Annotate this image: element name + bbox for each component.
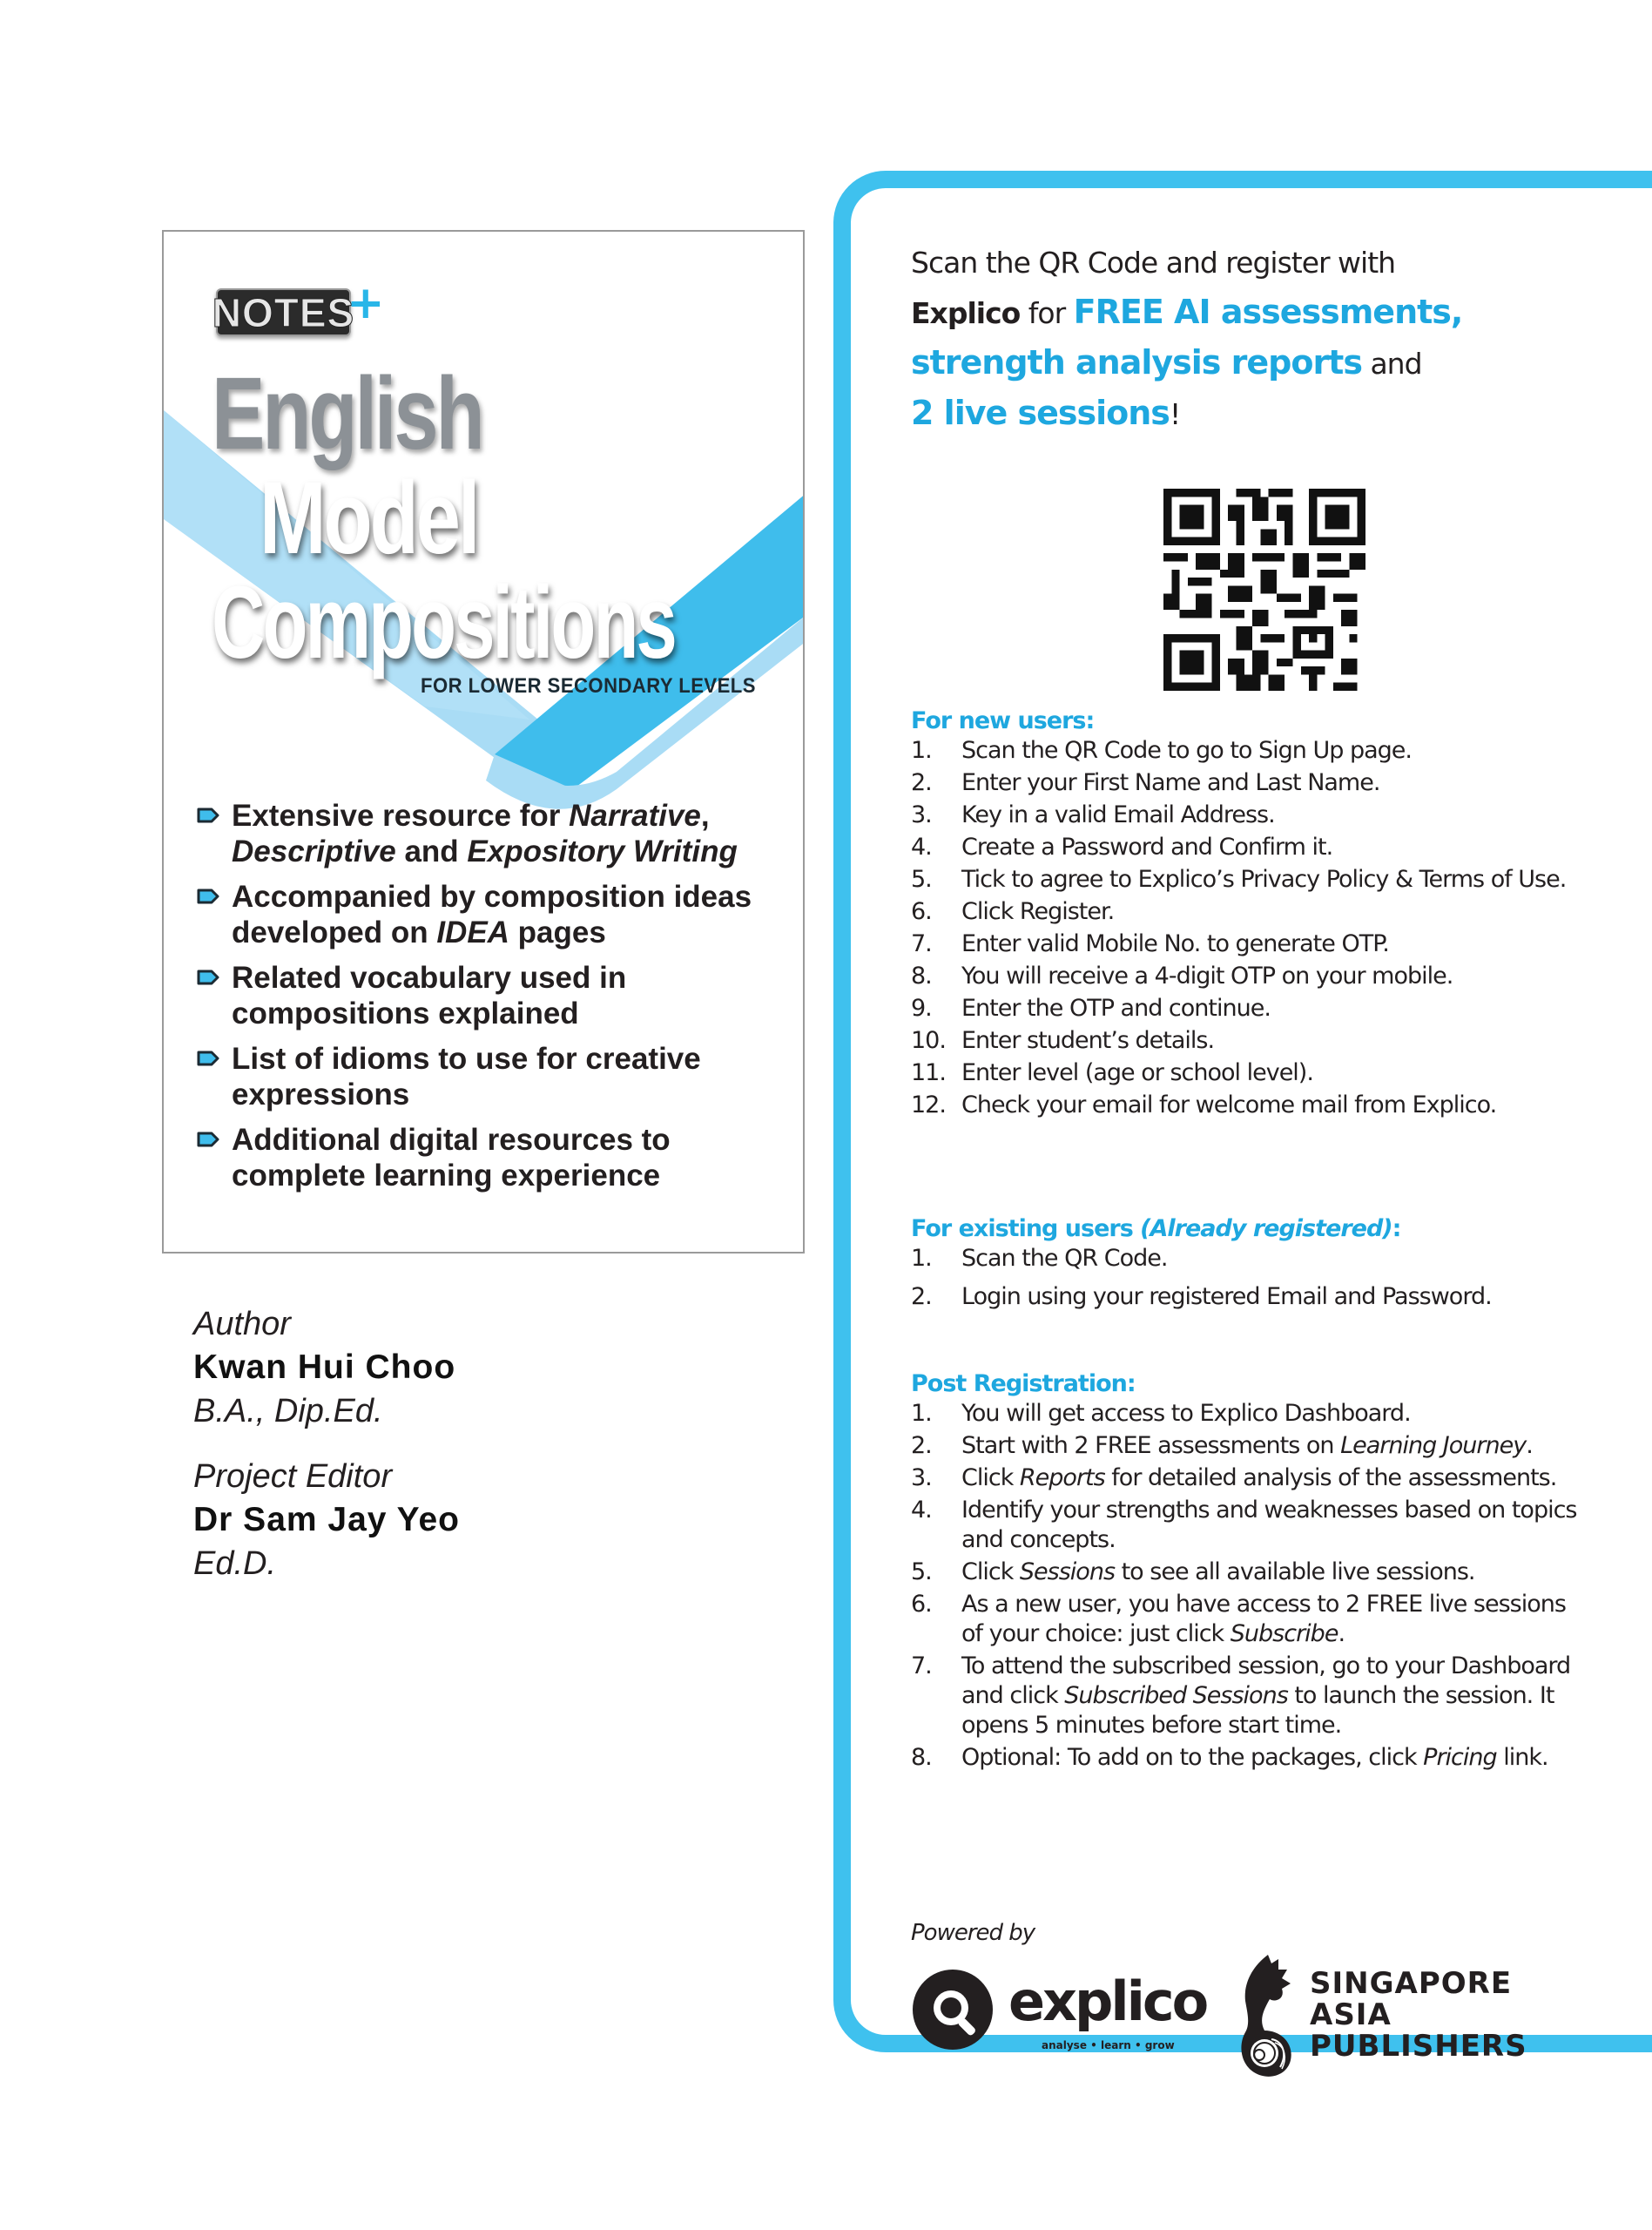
highlight-live-sessions: 2 live sessions	[911, 394, 1170, 432]
feature-text: Accompanied by composition ideas developed on IDEA pages	[232, 880, 752, 949]
step-text: Identify your strengths and weaknesses based on topics and concepts.	[961, 1497, 1577, 1553]
step-text: Enter the OTP and continue.	[961, 995, 1271, 1022]
feature-item	[197, 798, 798, 869]
step-number: 8.	[911, 963, 932, 990]
section-post-registration	[911, 1370, 1590, 1775]
feature-text: List of idioms to use for creative expressions	[232, 1042, 701, 1112]
step-text: Check your email for welcome mail from Explico.	[961, 1091, 1497, 1118]
step-item	[911, 1652, 1590, 1740]
feature-text: Additional digital resources to complete learning experience	[232, 1123, 671, 1193]
heading-text: For existing users	[911, 1215, 1141, 1242]
step-text: To attend the subscribed session, go to your Dashboard and click Subscribed Sessions to launch the session. It opens 5 minutes before start time.	[961, 1652, 1571, 1739]
step-text: Enter your First Name and Last Name.	[961, 769, 1380, 796]
step-item	[911, 1463, 1590, 1493]
step-number: 9.	[911, 995, 932, 1022]
intro-end: !	[1169, 397, 1181, 431]
step-number: 4.	[911, 834, 932, 861]
highlight-reports: strength analysis reports	[911, 343, 1362, 382]
arrow-bullet-icon	[197, 1132, 219, 1147]
explico-logo	[911, 1968, 1207, 2064]
step-item	[911, 1282, 1590, 1312]
heading-italic: (Already registered)	[1140, 1215, 1392, 1242]
section-new-users	[911, 707, 1590, 1123]
powered-by-label: Powered by	[911, 1920, 1035, 1946]
author-name: Kwan Hui Choo	[193, 1348, 456, 1386]
step-text: Optional: To add on to the packages, click Pricing link.	[961, 1744, 1548, 1771]
arrow-bullet-icon	[197, 1051, 219, 1066]
step-number: 2.	[911, 1432, 932, 1459]
step-number: 2.	[911, 769, 932, 796]
step-number: 6.	[911, 1591, 932, 1618]
step-text: Scan the QR Code to go to Sign Up page.	[961, 737, 1413, 764]
step-item	[911, 768, 1590, 798]
step-number: 1.	[911, 1400, 932, 1427]
feature-item	[197, 1041, 798, 1112]
intro-and: and	[1361, 347, 1422, 381]
step-text: Create a Password and Confirm it.	[961, 834, 1333, 861]
feature-list	[197, 798, 798, 1203]
step-item	[911, 1091, 1590, 1120]
step-text: Start with 2 FREE assessments on Learning Journey.	[961, 1432, 1533, 1459]
feature-item	[197, 960, 798, 1031]
title-english: English	[212, 356, 482, 471]
step-item	[911, 1431, 1590, 1461]
credits	[193, 1302, 460, 1585]
existing-users-heading	[911, 1215, 1590, 1242]
step-item	[911, 1026, 1590, 1056]
step-item	[911, 1743, 1590, 1773]
step-number: 8.	[911, 1744, 932, 1771]
explico-wordmark: explico	[1008, 1970, 1207, 2033]
intro-text	[911, 239, 1590, 439]
step-text: You will receive a 4-digit OTP on your mobile.	[961, 963, 1453, 990]
step-text: Click Sessions to see all available live sessions.	[961, 1558, 1475, 1585]
sap-wordmark	[1310, 1968, 1527, 2062]
new-users-heading: For new users:	[911, 707, 1095, 734]
step-text: You will get access to Explico Dashboard.	[961, 1400, 1411, 1427]
step-item	[911, 1244, 1590, 1274]
step-item	[911, 1590, 1590, 1649]
new-users-steps	[911, 736, 1590, 1120]
step-number: 3.	[911, 801, 932, 828]
sap-line-3: PUBLISHERS	[1310, 2029, 1527, 2064]
step-number: 10.	[911, 1027, 946, 1054]
step-text: Enter valid Mobile No. to generate OTP.	[961, 930, 1389, 957]
step-number: 7.	[911, 930, 932, 957]
feature-item	[197, 1122, 798, 1193]
feature-item	[197, 879, 798, 950]
step-number: 1.	[911, 1245, 932, 1272]
highlight-free-ai: FREE AI assessments,	[1073, 293, 1463, 331]
author-role: Author	[193, 1306, 291, 1342]
editor-qualification: Ed.D.	[193, 1545, 277, 1582]
arrow-bullet-icon	[197, 889, 219, 904]
step-text: Tick to agree to Explico’s Privacy Policy & Terms of Use.	[961, 866, 1567, 893]
section-existing-users	[911, 1215, 1590, 1321]
step-text: Enter level (age or school level).	[961, 1059, 1313, 1086]
arrow-bullet-icon	[197, 970, 219, 985]
step-number: 12.	[911, 1091, 946, 1118]
step-item	[911, 833, 1590, 862]
step-item	[911, 736, 1590, 766]
sap-line-2: ASIA	[1310, 1997, 1392, 2032]
qr-code-icon[interactable]	[1163, 489, 1365, 691]
step-number: 11.	[911, 1059, 946, 1086]
notes-series-badge: NOTES	[212, 289, 355, 335]
heading-end: :	[1392, 1215, 1401, 1242]
step-item	[911, 801, 1590, 830]
step-item	[911, 1496, 1590, 1555]
step-item	[911, 897, 1590, 927]
step-text: Key in a valid Email Address.	[961, 801, 1275, 828]
step-item	[911, 929, 1590, 959]
intro-line: Scan the QR Code and register with	[911, 246, 1396, 280]
step-number: 3.	[911, 1464, 932, 1491]
explico-magnifier-icon	[911, 1968, 995, 2051]
plus-icon: +	[347, 277, 385, 329]
editor-role: Project Editor	[193, 1458, 393, 1495]
author-qualification: B.A., Dip.Ed.	[193, 1393, 383, 1429]
step-number: 7.	[911, 1652, 932, 1679]
feature-text: Extensive resource for Narrative, Descriptive and Expository Writing	[232, 799, 738, 868]
step-number: 5.	[911, 866, 932, 893]
step-number: 2.	[911, 1283, 932, 1310]
step-text: As a new user, you have access to 2 FREE live sessions of your choice: just click Subscribe.	[961, 1591, 1566, 1647]
explico-tagline: analyse • learn • grow	[1042, 2039, 1175, 2051]
step-number: 5.	[911, 1558, 932, 1585]
step-number: 1.	[911, 737, 932, 764]
explico-brand: Explico	[911, 296, 1021, 330]
cover-subtitle: FOR LOWER SECONDARY LEVELS	[421, 674, 756, 698]
seahorse-icon	[1233, 1950, 1303, 2081]
post-registration-steps	[911, 1399, 1590, 1773]
step-item	[911, 1558, 1590, 1587]
step-text: Click Register.	[961, 898, 1115, 925]
singapore-asia-publishers-logo	[1233, 1950, 1581, 2081]
step-text: Scan the QR Code.	[961, 1245, 1168, 1272]
step-text: Enter student’s details.	[961, 1027, 1215, 1054]
editor-name: Dr Sam Jay Yeo	[193, 1501, 460, 1538]
step-item	[911, 1399, 1590, 1429]
title-compositions: Compositions	[212, 565, 675, 680]
step-number: 4.	[911, 1497, 932, 1524]
registration-panel	[833, 171, 1652, 2064]
step-item	[911, 1058, 1590, 1088]
intro-for: for	[1020, 296, 1074, 330]
sap-line-1: SINGAPORE	[1310, 1966, 1513, 2001]
step-number: 6.	[911, 898, 932, 925]
step-text: Click Reports for detailed analysis of the assessments.	[961, 1464, 1557, 1491]
step-item	[911, 865, 1590, 895]
step-item	[911, 994, 1590, 1024]
feature-text: Related vocabulary used in compositions explained	[232, 961, 627, 1031]
book-cover	[162, 230, 805, 1254]
post-registration-heading: Post Registration:	[911, 1370, 1136, 1397]
step-item	[911, 962, 1590, 991]
existing-users-steps	[911, 1244, 1590, 1312]
arrow-bullet-icon	[197, 808, 219, 823]
step-text: Login using your registered Email and Password.	[961, 1283, 1492, 1310]
title-model: Model	[260, 461, 478, 576]
